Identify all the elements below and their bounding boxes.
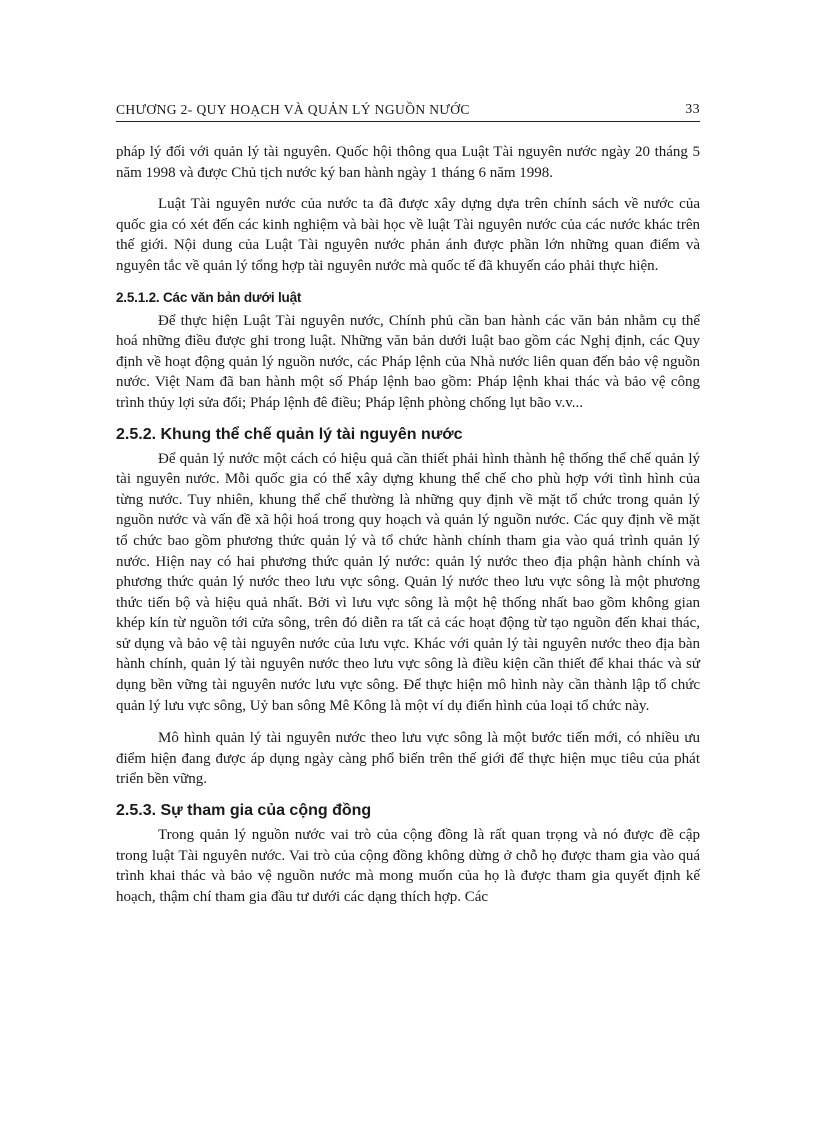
paragraph-5: Mô hình quản lý tài nguyên nước theo lưu vực sông là một bước tiến mới, có nhiều ưu điểm hiện đang được áp dụng ngày càng phổ biến trên thế giới để thực hiện mục tiêu của phát triển bền vững. [116,730,700,788]
paragraph-4: Để quản lý nước một cách có hiệu quả cần thiết phải hình thành hệ thống thể chế quản lý tài nguyên nước. Mỗi quốc gia có thể xây dựng khung thể chế cho phù hợp với tình hình của từng nước. Tuy nhiên, khung thể chế thường là những quy định về mặt tổ chức trong quản lý nguồn nước và vấn đề xã hội hoá trong quy hoạch và quản lý nguồn nước. Các quy định về mặt tổ chức bao gồm phương thức quản lý và tổ chức hành chính tham gia vào quá trình quản lý nước. Hiện nay có hai phương thức quản lý nước: quản lý nước theo địa phận hành chính và phương thức quản lý nước theo lưu vực sông. Quản lý nước theo lưu vực sông là một phương thức tiến bộ và hiệu quả nhất. Bởi vì lưu vực sông là một hệ thống nhất bao gồm không gian khép kín từ nguồn tới cửa sông, trên đó diễn ra tất cả các hoạt động từ tạo nguồn đến khai thác, sử dụng và bảo vệ tài nguyên nước của lưu vực. Khác với quản lý tài nguyên nước theo địa bàn hành chính, quản lý tài nguyên nước theo lưu vực sông là điều kiện cần thiết để khai thác và sử dụng bền vững tài nguyên nước lưu vực sông. Để thực hiện mô hình này cần thành lập tổ chức quản lý lưu vực sông, Uỷ ban sông Mê Kông là một ví dụ điển hình của loại tổ chức này. [116,450,700,714]
page-number: 33 [685,102,700,117]
body-content [116,142,700,907]
chapter-title: CHƯƠNG 2- QUY HOẠCH VÀ QUẢN LÝ NGUỒN NƯỚC [116,102,470,117]
paragraph-1: pháp lý đối với quản lý tài nguyên. Quốc hội thông qua Luật Tài nguyên nước ngày 20 tháng 5 năm 1998 và được Chủ tịch nước ký ban hành ngày 1 tháng 6 năm 1998. [116,144,700,181]
heading-2-5-1-2: 2.5.1.2. Các văn bản dưới luật [116,289,302,305]
paragraph-6: Trong quản lý nguồn nước vai trò của cộng đồng là rất quan trọng và nó được đề cập trong luật Tài nguyên nước. Vai trò của cộng đồng không dừng ở chỗ họ được tham gia vào quá trình khai thác và bảo vệ nguồn nước mà mong muốn của họ là được tham gia quyết định kế hoạch, thậm chí tham gia đầu tư dưới các dạng thích hợp. Các [116,827,700,905]
paragraph-3: Để thực hiện Luật Tài nguyên nước, Chính phủ cần ban hành các văn bản nhằm cụ thể hoá những điều được ghi trong luật. Những văn bản dưới luật bao gồm các Nghị định, các Quy định về hoạt động quản lý nguồn nước, các Pháp lệnh của Nhà nước liên quan đến bảo vệ nguồn nước. Việt Nam đã ban hành một số Pháp lệnh bao gồm: Pháp lệnh khai thác và bảo vệ công trình thủy lợi sửa đổi; Pháp lệnh đê điều; Pháp lệnh phòng chống lụt bão v.v... [116,312,700,411]
heading-2-5-2: 2.5.2. Khung thể chế quản lý tài nguyên nước [116,425,463,443]
heading-2-5-3: 2.5.3. Sự tham gia của cộng đồng [116,802,372,820]
document-page [116,96,700,907]
running-header [116,96,700,122]
paragraph-2: Luật Tài nguyên nước của nước ta đã được xây dựng dựa trên chính sách về nước của quốc gia có xét đến các kinh nghiệm và bài học về luật Tài nguyên nước của các nước khác trên thế giới. Nội dung của Luật Tài nguyên nước phản ánh được phần lớn những quan điểm và nguyên tắc về quản lý tổng hợp tài nguyên nước mà quốc tế đã khuyến cáo phải thực hiện. [116,196,700,274]
